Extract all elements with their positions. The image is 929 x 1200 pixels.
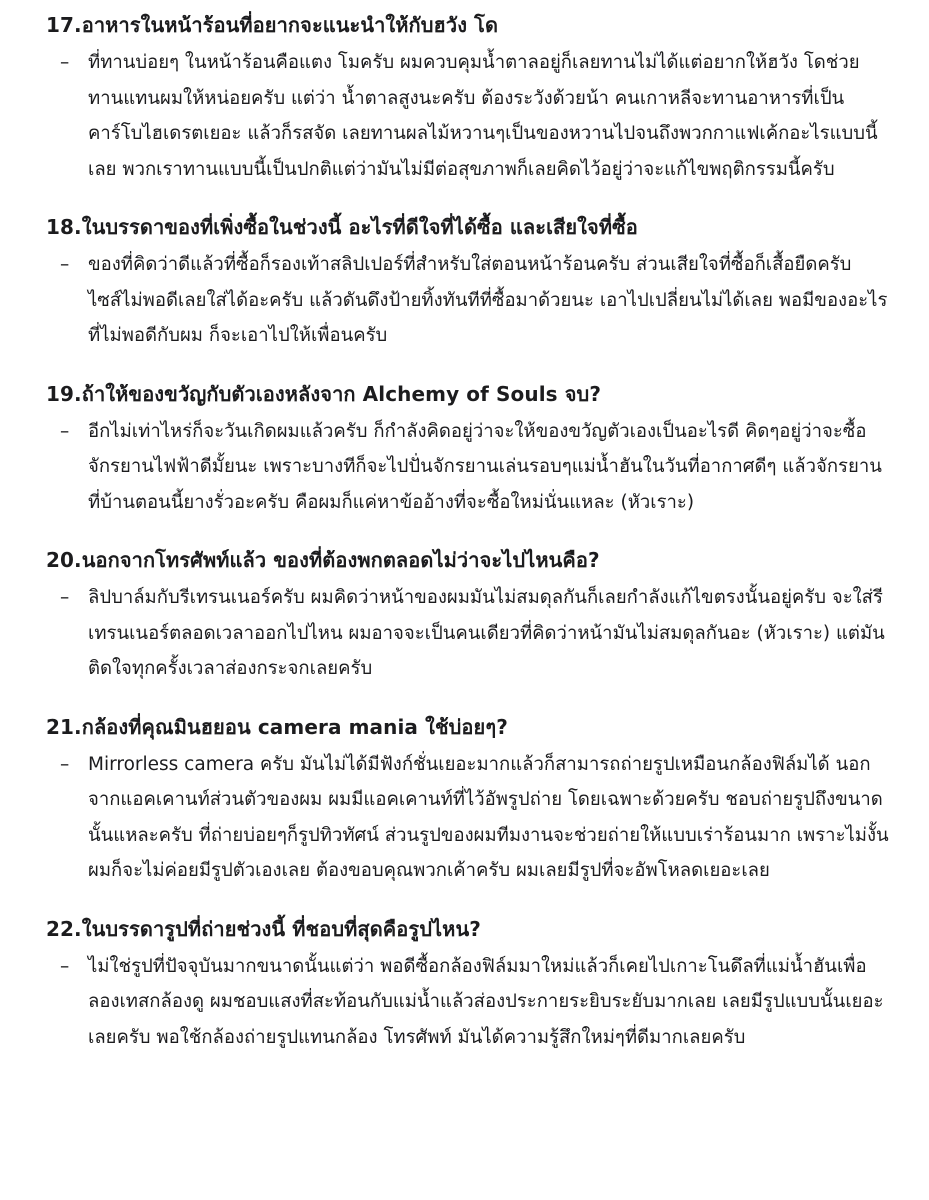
qa-item-19: [46, 379, 889, 521]
question-text: ในบรรดารูปที่ถ่ายช่วงนี้ ที่ชอบที่สุดคือรูปไหน?: [81, 916, 481, 941]
answer-paragraph: [46, 747, 889, 889]
question-heading: [46, 10, 889, 41]
question-number: 22.: [46, 916, 82, 941]
answer-paragraph: [46, 247, 889, 354]
question-text: ถ้าให้ของขวัญกับตัวเองหลังจาก Alchemy of Souls จบ?: [81, 381, 602, 406]
bullet-dash: –: [60, 52, 70, 73]
bullet-dash: –: [60, 955, 70, 977]
bullet-dash: –: [60, 254, 70, 275]
question-number: 18.: [46, 215, 82, 239]
question-text: กล้องที่คุณมินฮยอน camera mania ใช้บ่อยๆ?: [81, 714, 508, 739]
qa-item-18: [46, 212, 889, 354]
answer-text: Mirrorless camera ครับ มันไม่ได้มีฟังก์ชั่นเยอะมากแล้วก็สามารถถ่ายรูปเหมือนกล้องฟิล์มได้ นอกจากแอคเคานท์ส่วนตัวของผม ผมมีแอคเคานท์ที่ไว้อัพรูปถ่าย โดยเฉพาะด้วยครับ ชอบถ่ายรูปถึงขนาดนั้นแหละครับ ที่ถ่ายบ่อยๆก็รูปทิวทัศน์ ส่วนรูปของผมทีมงานจะช่วยถ่ายให้แบบเร่าร้อนมาก เพราะไม่งั้นผมก็จะไม่ค่อยมีรูปตัวเองเลย ต้องขอบคุณพวกเค้าครับ ผมเลยมีรูปที่จะอัพโหลดเยอะเลย: [88, 753, 889, 881]
question-number: 17.: [46, 13, 82, 37]
question-text: นอกจากโทรศัพท์แล้ว ของที่ต้องพกตลอดไม่ว่าจะไปไหนคือ?: [81, 548, 600, 572]
qa-item-20: [46, 545, 889, 687]
question-heading: [46, 545, 889, 576]
bullet-dash: –: [60, 420, 70, 442]
answer-text: ที่ทานบ่อยๆ ในหน้าร้อนคือแตง โมครับ ผมควบคุมน้ำตาลอยู่ก็เลยทานไม่ได้แต่อยากให้ฮวัง โดช่วยทานแทนผมให้หน่อยครับ แต่ว่า น้ำตาลสูงนะครับ ต้องระวังด้วยน้า คนเกาหลีจะทานอาหารที่เป็นคาร์โบไฮเดรตเยอะ แล้วก็รสจัด เลยทานผลไม้หวานๆเป็นของหวานไปจนถึงพวกกาแฟเค้กอะไรแบบนี้เลย พวกเราทานแบบนี้เป็นปกติแต่ว่ามันไม่มีต่อสุขภาพก็เลยคิดไว้อยู่ว่าจะแก้ไขพฤติกรรมนี้ครับ: [88, 52, 878, 180]
question-number: 19.: [46, 381, 82, 406]
answer-paragraph: [46, 949, 889, 1056]
qa-item-21: [46, 712, 889, 889]
question-text: ในบรรดาของที่เพิ่งซื้อในช่วงนี้ อะไรที่ดีใจที่ได้ซื้อ และเสียใจที่ซื้อ: [81, 215, 638, 239]
answer-text: อีกไม่เท่าไหร่ก็จะวันเกิดผมแล้วครับ ก็กำลังคิดอยู่ว่าจะให้ของขวัญตัวเองเป็นอะไรดี คิดๆอยู่ว่าจะซื้อจักรยานไฟฟ้าดีมั้ยนะ เพราะบางทีก็จะไปปั่นจักรยานเล่นรอบๆแม่น้ำฮันในวันที่อากาศดีๆ แล้วจักรยานที่บ้านตอนนี้ยางรั่วอะครับ คือผมก็แค่หาข้ออ้างที่จะซื้อใหม่นั่นแหละ (หัวเราะ): [88, 420, 882, 513]
question-heading: [46, 914, 889, 945]
question-heading: [46, 212, 889, 243]
qa-item-17: [46, 10, 889, 187]
bullet-dash: –: [60, 587, 70, 608]
answer-text: ของที่คิดว่าดีแล้วที่ซื้อก็รองเท้าสลิปเปอร์ที่สำหรับใส่ตอนหน้าร้อนครับ ส่วนเสียใจที่ซื้อก็เสื้อยืดครับ ไซส์ไม่พอดีเลยใส่ได้อะครับ แล้วดันดึงป้ายทิ้งทันทีที่ซื้อมาด้วยนะ เอาไปเปลี่ยนไม่ได้เลย พอมีของอะไรที่ไม่พอดีกับผม ก็จะเอาไปให้เพื่อนครับ: [88, 254, 888, 346]
answer-text: ลิปบาล์มกับรีเทรนเนอร์ครับ ผมคิดว่าหน้าของผมมันไม่สมดุลกันก็เลยกำลังแก้ไขตรงนั้นอยู่ครับ จะใส่รีเทรนเนอร์ตลอดเวลาออกไปไหน ผมอาจจะเป็นคนเดียวที่คิดว่าหน้ามันไม่สมดุลกันอะ (หัวเราะ) แต่มันติดใจทุกครั้งเวลาส่องกระจกเลยครับ: [88, 587, 885, 679]
answer-paragraph: [46, 414, 889, 521]
answer-paragraph: [46, 580, 889, 687]
qa-item-22: [46, 914, 889, 1056]
question-text: อาหารในหน้าร้อนที่อยากจะแนะนำให้กับฮวัง โด: [81, 13, 499, 37]
question-number: 20.: [46, 548, 82, 572]
question-heading: [46, 712, 889, 743]
answer-paragraph: [46, 45, 889, 187]
answer-text: ไม่ใช่รูปที่ปัจจุบันมากขนาดนั้นแต่ว่า พอดีซื้อกล้องฟิล์มมาใหม่แล้วก็เคยไปเกาะโนดึลที่แม่น้ำฮันเพื่อลองเทสกล้องดู ผมชอบแสงที่สะท้อนกับแม่น้ำแล้วส่องประกายระยิบระยับมากเลย เลยมีรูปแบบนั้นเยอะเลยครับ พอใช้กล้องถ่ายรูปแทนกล้อง โทรศัพท์ มันได้ความรู้สึกใหม่ๆที่ดีมากเลยครับ: [88, 955, 884, 1048]
bullet-dash: –: [60, 753, 70, 775]
question-heading: [46, 379, 889, 410]
question-number: 21.: [46, 714, 82, 739]
